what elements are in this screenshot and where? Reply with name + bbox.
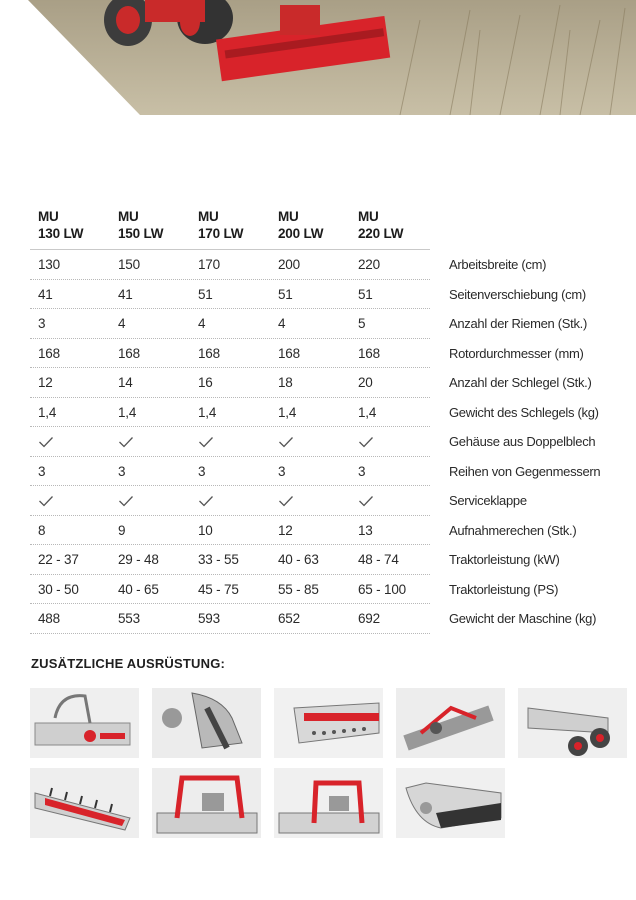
model-header: MU 170 LW [198,209,244,241]
spec-value: 14 [118,375,133,391]
spec-value: 3 [118,463,126,479]
spec-label: Gewicht der Maschine (kg) [449,611,597,627]
spec-row [30,398,620,428]
spec-label: Gehäuse aus Doppelblech [449,434,596,450]
model-header: MU 130 LW [38,209,84,241]
check-icon [350,495,430,507]
spec-label: Traktorleistung (PS) [449,581,559,597]
check-icon [190,495,270,507]
spec-value: 9 [118,522,126,538]
spec-value: 22 - 37 [38,552,79,568]
check-icon [350,436,430,448]
spec-value: 168 [38,345,60,361]
spec-value: 41 [38,286,53,302]
spec-value: 1,4 [198,404,217,420]
spec-value: 3 [38,463,46,479]
spec-value: 30 - 50 [38,581,79,597]
spec-value: 4 [198,316,206,332]
spec-value: 4 [278,316,286,332]
check-icon [190,436,270,448]
spec-value: 170 [198,257,220,273]
spec-value: 3 [198,463,206,479]
check-icon [270,436,350,448]
accessory-image-support-wheels [518,688,627,758]
spec-value: 150 [118,257,140,273]
spec-value: 33 - 55 [198,552,239,568]
spec-row [30,309,620,339]
spec-value: 8 [38,522,46,538]
model-header-row [30,208,430,250]
accessory-image-protection-frame [152,768,261,838]
spec-value: 12 [38,375,53,391]
spec-value: 51 [198,286,213,302]
accessory-image-reinforced-frame [274,768,383,838]
spec-value: 41 [118,286,133,302]
spec-value: 55 - 85 [278,581,319,597]
spec-label: Seitenverschiebung (cm) [449,286,586,302]
spec-row [30,516,620,546]
spec-value: 45 - 75 [198,581,239,597]
spec-value: 168 [118,345,140,361]
spec-value: 12 [278,522,293,538]
spec-value: 20 [358,375,373,391]
spec-value: 692 [358,611,380,627]
spec-value: 4 [118,316,126,332]
accessories-title: ZUSÄTZLICHE AUSRÜSTUNG: [31,656,226,671]
spec-value: 65 - 100 [358,581,406,597]
spec-label: Traktorleistung (kW) [449,552,560,568]
spec-value: 51 [278,286,293,302]
check-icon [30,495,110,507]
spec-value: 16 [198,375,213,391]
accessory-image-rear-hood [274,688,383,758]
spec-value: 168 [358,345,380,361]
spec-value: 1,4 [38,404,57,420]
accessory-image-wear-plate [396,768,505,838]
spec-value: 200 [278,257,300,273]
spec-value: 13 [358,522,373,538]
spec-row [30,486,620,516]
spec-value: 130 [38,257,60,273]
accessory-image-skid-shoe [152,688,261,758]
hero-photo [0,0,636,115]
model-header: MU 150 LW [118,209,164,241]
spec-label: Anzahl der Riemen (Stk.) [449,316,588,332]
spec-value: 51 [358,286,373,302]
spec-value: 3 [358,463,366,479]
spec-label: Serviceklappe [449,493,527,509]
spec-label: Aufnahmerechen (Stk.) [449,522,577,538]
spec-value: 40 - 63 [278,552,319,568]
spec-row [30,368,620,398]
spec-value: 652 [278,611,300,627]
spec-value: 593 [198,611,220,627]
spec-table [30,208,620,634]
spec-row [30,575,620,605]
spec-value: 1,4 [358,404,377,420]
spec-row [30,604,620,634]
spec-label: Gewicht des Schlegels (kg) [449,404,599,420]
spec-row [30,250,620,280]
spec-value: 168 [198,345,220,361]
spec-value: 48 - 74 [358,552,399,568]
accessory-image-counter-blades [30,768,139,838]
spec-label: Rotordurchmesser (mm) [449,345,584,361]
spec-row [30,457,620,487]
spec-value: 168 [278,345,300,361]
spec-value: 29 - 48 [118,552,159,568]
spec-value: 1,4 [118,404,137,420]
check-icon [110,495,190,507]
spec-row [30,427,620,457]
check-icon [110,436,190,448]
spec-value: 488 [38,611,60,627]
spec-value: 3 [278,463,286,479]
model-header: MU 200 LW [278,209,324,241]
check-icon [270,495,350,507]
model-header: MU 220 LW [358,209,404,241]
spec-label: Anzahl der Schlegel (Stk.) [449,375,592,391]
spec-value: 10 [198,522,213,538]
spec-label: Arbeitsbreite (cm) [449,257,547,273]
spec-value: 5 [358,316,366,332]
spec-value: 40 - 65 [118,581,159,597]
accessory-image-hydraulic-side-shift [30,688,139,758]
spec-value: 18 [278,375,293,391]
spec-value: 3 [38,316,46,332]
spec-label: Reihen von Gegenmessern [449,463,601,479]
spec-row [30,339,620,369]
check-icon [30,436,110,448]
accessory-image-front-linkage [396,688,505,758]
spec-value: 553 [118,611,140,627]
spec-row [30,545,620,575]
spec-value: 220 [358,257,380,273]
spec-rows [30,250,620,634]
spec-value: 1,4 [278,404,297,420]
spec-row [30,280,620,310]
